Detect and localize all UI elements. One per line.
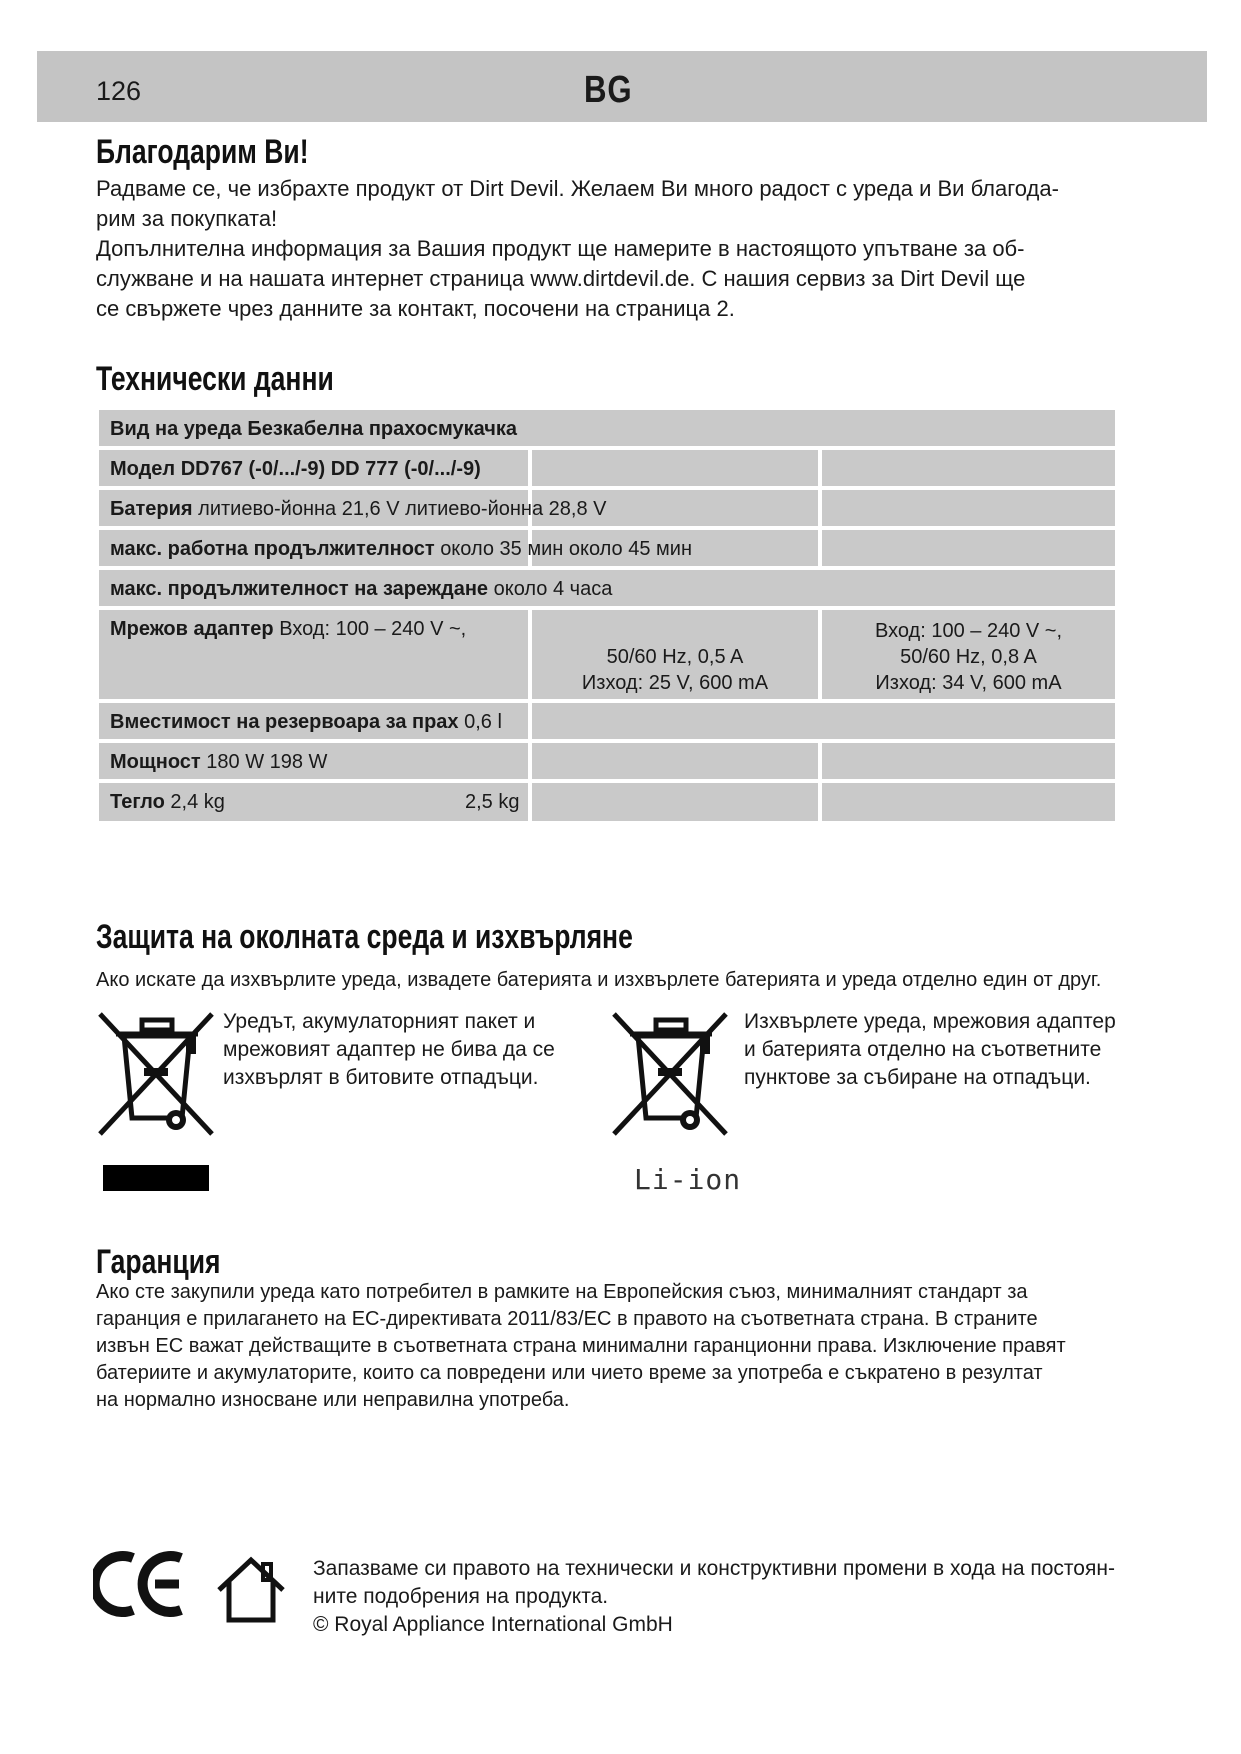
table-row-dust bbox=[99, 703, 1115, 739]
adapter-value: Вход: 100 – 240 V ~, bbox=[279, 618, 467, 640]
li-ion-label: Li-ion bbox=[634, 1163, 742, 1196]
warranty-heading: Гаранция bbox=[96, 1243, 221, 1281]
battery-label: Батерия bbox=[110, 498, 193, 520]
table-row-runtime bbox=[99, 530, 1115, 566]
black-bar bbox=[103, 1165, 209, 1191]
adapter-col3-line: Изход: 34 V, 600 mA bbox=[875, 672, 1062, 694]
left-disposal-line: Уредът, акумулаторният пакет и bbox=[223, 1010, 536, 1033]
adapter-col3-line: Вход: 100 – 240 V ~, bbox=[874, 620, 1063, 642]
table-row-charge bbox=[99, 570, 1115, 606]
environment-heading: Защита на околната среда и изхвърляне bbox=[96, 918, 633, 956]
house-icon bbox=[213, 1556, 289, 1624]
warranty-line: батериите и акумулаторите, които са повредени или чието време за употреба е съкратено в резултат bbox=[96, 1362, 1043, 1384]
crossed-out-bin-icon bbox=[96, 1010, 218, 1138]
right-disposal-line: Изхвърлете уреда, мрежовия адаптер bbox=[744, 1010, 1116, 1033]
warranty-line: Ако сте закупили уреда като потребител в рамките на Европейския съюз, минималният стандарт за bbox=[96, 1281, 1028, 1303]
ce-mark-icon bbox=[93, 1550, 189, 1618]
tech-heading: Технически данни bbox=[96, 360, 334, 398]
adapter-col2-line: Изход: 25 V, 600 mA bbox=[581, 672, 769, 694]
warranty-line: извън ЕС важат действащите в съответната страна минимални гаранционни права. Изключение правят bbox=[96, 1335, 1066, 1357]
copyright-line: © Royal Appliance International GmbH bbox=[313, 1613, 673, 1636]
runtime-label: макс. работна продължителност bbox=[110, 538, 435, 560]
right-disposal-line: пунктове за събиране на отпадъци. bbox=[744, 1066, 1091, 1089]
environment-intro: Ако искате да изхвърлите уреда, извадете батерията и изхвърлете батерията и уреда отделно един от друг. bbox=[96, 969, 1102, 991]
thanks-line: служване и на нашата интернет страница www.dirtdevil.de. С нашия сервиз за Dirt Devil ще bbox=[96, 266, 1026, 291]
footer-text bbox=[313, 1555, 1115, 1639]
page-number: 126 bbox=[96, 76, 142, 106]
footer-line: ните подобрения на продукта. bbox=[313, 1585, 609, 1608]
runtime-value: около 35 мин около 45 мин bbox=[440, 538, 692, 560]
language-code: BG bbox=[584, 69, 633, 111]
battery-value: литиево-йонна 21,6 V литиево-йонна 28,8 V bbox=[198, 498, 607, 520]
power-value: 180 W 198 W bbox=[206, 751, 328, 773]
warranty-line: гаранция е прилагането на ЕС-директивата 2011/83/ЕС в правото на съответната страна. В страните bbox=[96, 1308, 1038, 1330]
thanks-heading: Благодарим Ви! bbox=[96, 133, 309, 171]
table-row-model bbox=[99, 450, 1115, 486]
table-row-power bbox=[99, 743, 1115, 779]
thanks-line: рим за покупката! bbox=[96, 206, 278, 231]
right-disposal-line: и батерията отделно на съответните bbox=[744, 1038, 1102, 1061]
table-row-device bbox=[99, 410, 1115, 446]
left-disposal-text bbox=[223, 1008, 555, 1092]
table-row-battery bbox=[99, 490, 1115, 526]
weight-value-2: 2,5 kg bbox=[465, 791, 520, 813]
thanks-paragraph bbox=[96, 174, 1059, 324]
left-disposal-line: изхвърлят в битовите отпадъци. bbox=[223, 1066, 539, 1089]
charge-value: около 4 часа bbox=[493, 578, 613, 600]
thanks-line: се свържете чрез данните за контакт, посочени на страница 2. bbox=[96, 296, 735, 321]
thanks-line: Допълнителна информация за Вашия продукт ще намерите в настоящото упътване за об- bbox=[96, 236, 1025, 261]
adapter-col2-line: 50/60 Hz, 0,5 A bbox=[606, 646, 744, 668]
warranty-line: на нормално износване или неправилна употреба. bbox=[96, 1389, 570, 1411]
right-disposal-text bbox=[744, 1008, 1116, 1092]
device-label: Вид на уреда Безкабелна прахосмукачка bbox=[110, 418, 517, 440]
charge-label: макс. продължителност на зареждане bbox=[110, 578, 489, 600]
dust-label: Вместимост на резервоара за прах bbox=[110, 711, 459, 733]
warranty-paragraph bbox=[96, 1279, 1066, 1414]
thanks-line: Радваме се, че избрахте продукт от Dirt Devil. Желаем Ви много радост с уреда и Ви благода- bbox=[96, 176, 1059, 201]
model-label: Модел DD767 (-0/.../-9) DD 777 (-0/.../-9) bbox=[110, 458, 481, 480]
table-row-adapter bbox=[99, 610, 1115, 699]
adapter-col3-line: 50/60 Hz, 0,8 A bbox=[900, 646, 1037, 668]
table-row-weight bbox=[99, 783, 1115, 821]
weight-value: 2,4 kg bbox=[170, 791, 225, 813]
page-header bbox=[37, 51, 1207, 122]
left-disposal-line: мрежовият адаптер не бива да се bbox=[223, 1038, 555, 1061]
footer-line: Запазваме си правото на технически и конструктивни промени в хода на постоян- bbox=[313, 1557, 1115, 1580]
weight-label: Тегло bbox=[110, 791, 165, 813]
dust-value: 0,6 l bbox=[464, 711, 502, 733]
power-label: Мощност bbox=[110, 751, 201, 773]
crossed-out-bin-icon bbox=[610, 1010, 732, 1138]
adapter-label: Мрежов адаптер bbox=[110, 618, 274, 640]
